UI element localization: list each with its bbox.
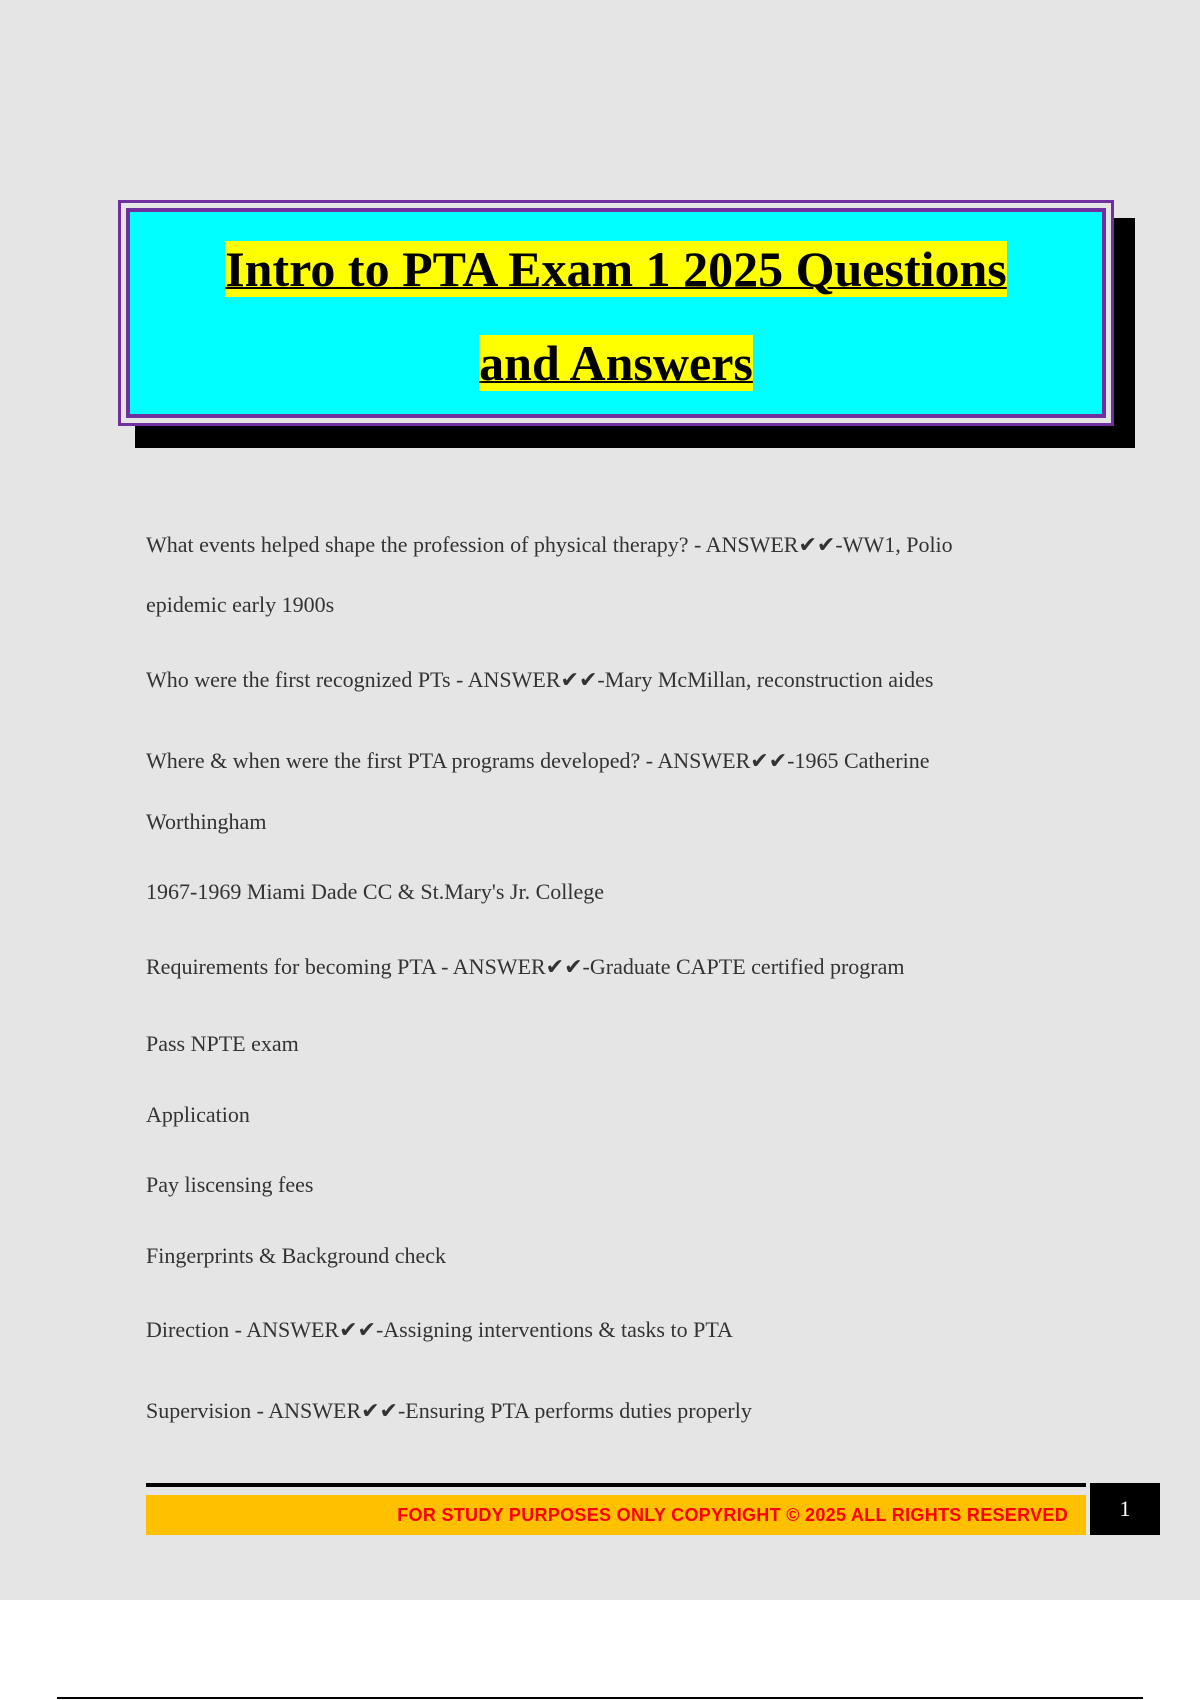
paragraph: Who were the first recognized PTs - ANSWER✔✔-Mary McMillan, reconstruction aides (146, 667, 934, 692)
paragraph: Where & when were the first PTA programs developed? - ANSWER✔✔-1965 Catherine (146, 748, 930, 773)
page-number (1090, 1483, 1160, 1535)
page-number-text: 1 (1119, 1496, 1131, 1521)
paragraph: Supervision - ANSWER✔✔-Ensuring PTA performs duties properly (146, 1398, 752, 1423)
title-line-1-text: Intro to PTA Exam 1 2025 Questions (225, 241, 1007, 297)
paragraph: Worthingham (146, 809, 267, 834)
title-line-2-text: and Answers (479, 335, 753, 391)
footer-copyright-bar (146, 1495, 1086, 1535)
paragraph: Application (146, 1102, 250, 1127)
paragraph: What events helped shape the profession of physical therapy? - ANSWER✔✔-WW1, Polio (146, 532, 953, 557)
title-line-2 (479, 316, 753, 410)
paragraph: epidemic early 1900s (146, 592, 335, 617)
paragraph: Fingerprints & Background check (146, 1243, 446, 1268)
footer-notice: FOR STUDY PURPOSES ONLY COPYRIGHT © 2025 ALL RIGHTS RESERVED (397, 1504, 1068, 1525)
paragraph: Direction - ANSWER✔✔-Assigning interventions & tasks to PTA (146, 1317, 733, 1342)
title-line-1 (225, 222, 1007, 316)
paragraph: Pay liscensing fees (146, 1172, 314, 1197)
title-box (118, 200, 1114, 426)
paragraph: Pass NPTE exam (146, 1031, 299, 1056)
paragraph: 1967-1969 Miami Dade CC & St.Mary's Jr. College (146, 879, 604, 904)
next-page-rule (57, 1697, 1143, 1699)
footer-rule (146, 1483, 1086, 1487)
title-box-inner (126, 208, 1106, 418)
paragraph: Requirements for becoming PTA - ANSWER✔✔-Graduate CAPTE certified program (146, 954, 905, 979)
